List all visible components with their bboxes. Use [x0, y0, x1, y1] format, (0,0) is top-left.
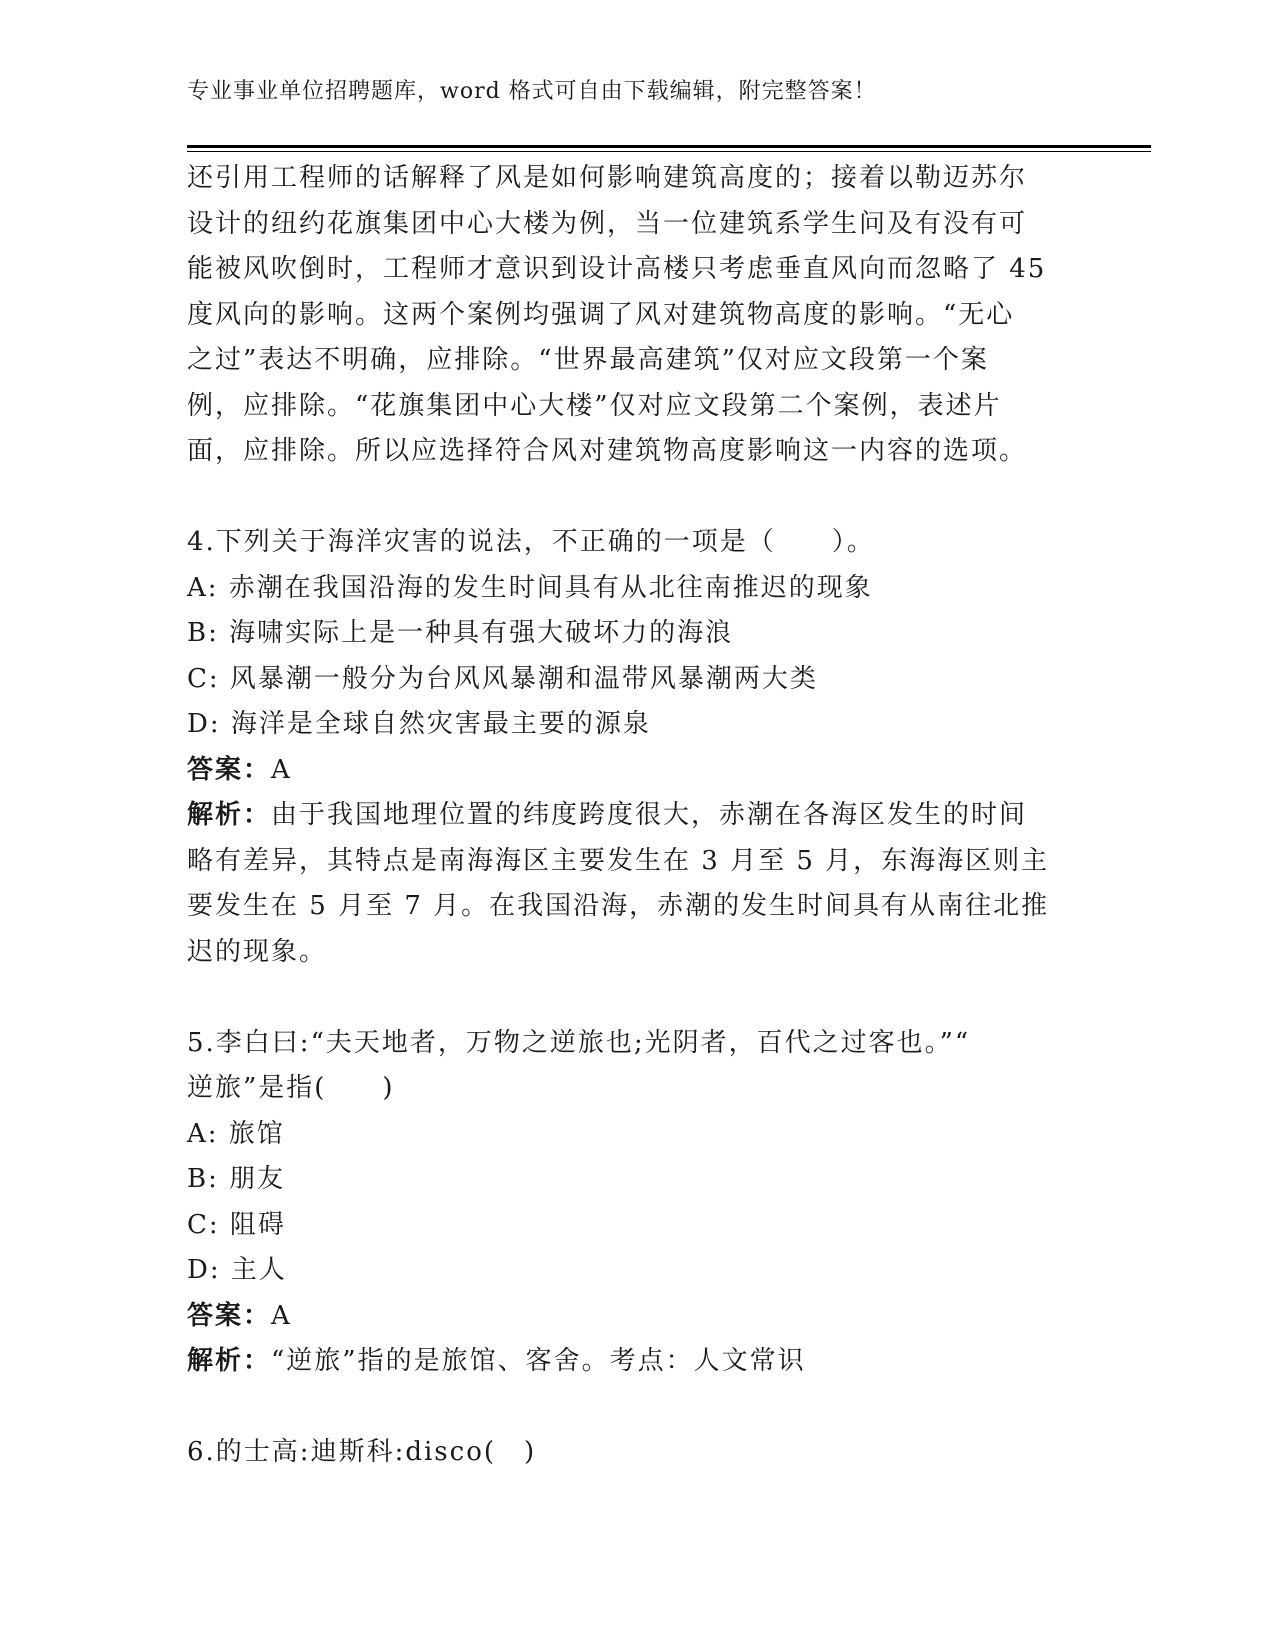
option-a: A: 旅馆: [187, 1118, 285, 1149]
answer-value: A: [271, 1300, 292, 1331]
option-d: D: 海洋是全球自然灾害最主要的源泉: [187, 709, 651, 739]
answer-line: [187, 748, 1087, 794]
option-b: B: 朋友: [187, 1164, 286, 1194]
document-body: [187, 156, 1087, 1476]
answer-line: [187, 1294, 1087, 1340]
question-text: 6.的士高:迪斯科:disco( ): [187, 1437, 537, 1467]
analysis-label: 解析：: [187, 1346, 272, 1376]
analysis-label: 解析：: [187, 800, 272, 830]
text-line: 迟的现象。: [187, 936, 328, 967]
page-header: 专业事业单位招聘题库，word 格式可自由下载编辑，附完整答案！: [187, 79, 877, 104]
question-text: 5.李白曰:“夫天地者，万物之逆旅也;光阴者，百代之过客也。”“: [187, 1027, 971, 1058]
question-6: [187, 1430, 1087, 1476]
question-4: [187, 520, 1087, 975]
question-5: [187, 1021, 1087, 1385]
analysis-line: [187, 1339, 1087, 1385]
text-line: 面，应排除。所以应选择符合风对建筑物高度影响这一内容的选项。: [187, 436, 1028, 466]
text-line: 略有差异，其特点是南海海区主要发生在 3 月至 5 月，东海海区则主: [187, 845, 1050, 876]
text-line: 要发生在 5 月至 7 月。在我国沿海，赤潮的发生时间具有从南往北推: [187, 891, 1050, 921]
option-b: B: 海啸实际上是一种具有强大破坏力的海浪: [187, 618, 734, 648]
answer-label: 答案：: [187, 754, 272, 785]
text-line: 之过”表达不明确，应排除。“世界最高建筑”仅对应文段第一个案: [187, 345, 989, 375]
option-a: A: 赤潮在我国沿海的发生时间具有从北往南推迟的现象: [187, 572, 873, 603]
text-line: 例，应排除。“花旗集团中心大楼”仅对应文段第二个案例，表述片: [187, 390, 1002, 421]
header-rule-thick: [187, 145, 1151, 148]
text-line: 还引用工程师的话解释了风是如何影响建筑高度的；接着以勒迈苏尔: [187, 163, 1028, 193]
analysis-text: 由于我国地理位置的纬度跨度很大，赤潮在各海区发生的时间: [271, 800, 1028, 830]
question-text: 逆旅”是指( ): [187, 1073, 395, 1103]
text-line: 设计的纽约花旗集团中心大楼为例，当一位建筑系学生问及有没有可: [187, 208, 1028, 239]
previous-analysis: [187, 156, 1087, 475]
header-rule-thin: [187, 151, 1151, 152]
text-line: 度风向的影响。这两个案例均强调了风对建筑物高度的影响。“无心: [187, 299, 1015, 330]
option-c: C: 风暴潮一般分为台风风暴潮和温带风暴潮两大类: [187, 663, 818, 694]
answer-value: A: [271, 754, 292, 785]
analysis-line: [187, 793, 1087, 839]
text-line: 能被风吹倒时，工程师才意识到设计高楼只考虑垂直风向而忽略了 45: [187, 254, 1047, 284]
analysis-text: “逆旅”指的是旅馆、客舍。考点：人文常识: [271, 1346, 806, 1376]
answer-label: 答案：: [187, 1300, 272, 1331]
question-text: 4.下列关于海洋灾害的说法，不正确的一项是（ ）。: [187, 527, 875, 557]
option-c: C: 阻碍: [187, 1209, 286, 1240]
option-d: D: 主人: [187, 1255, 287, 1285]
